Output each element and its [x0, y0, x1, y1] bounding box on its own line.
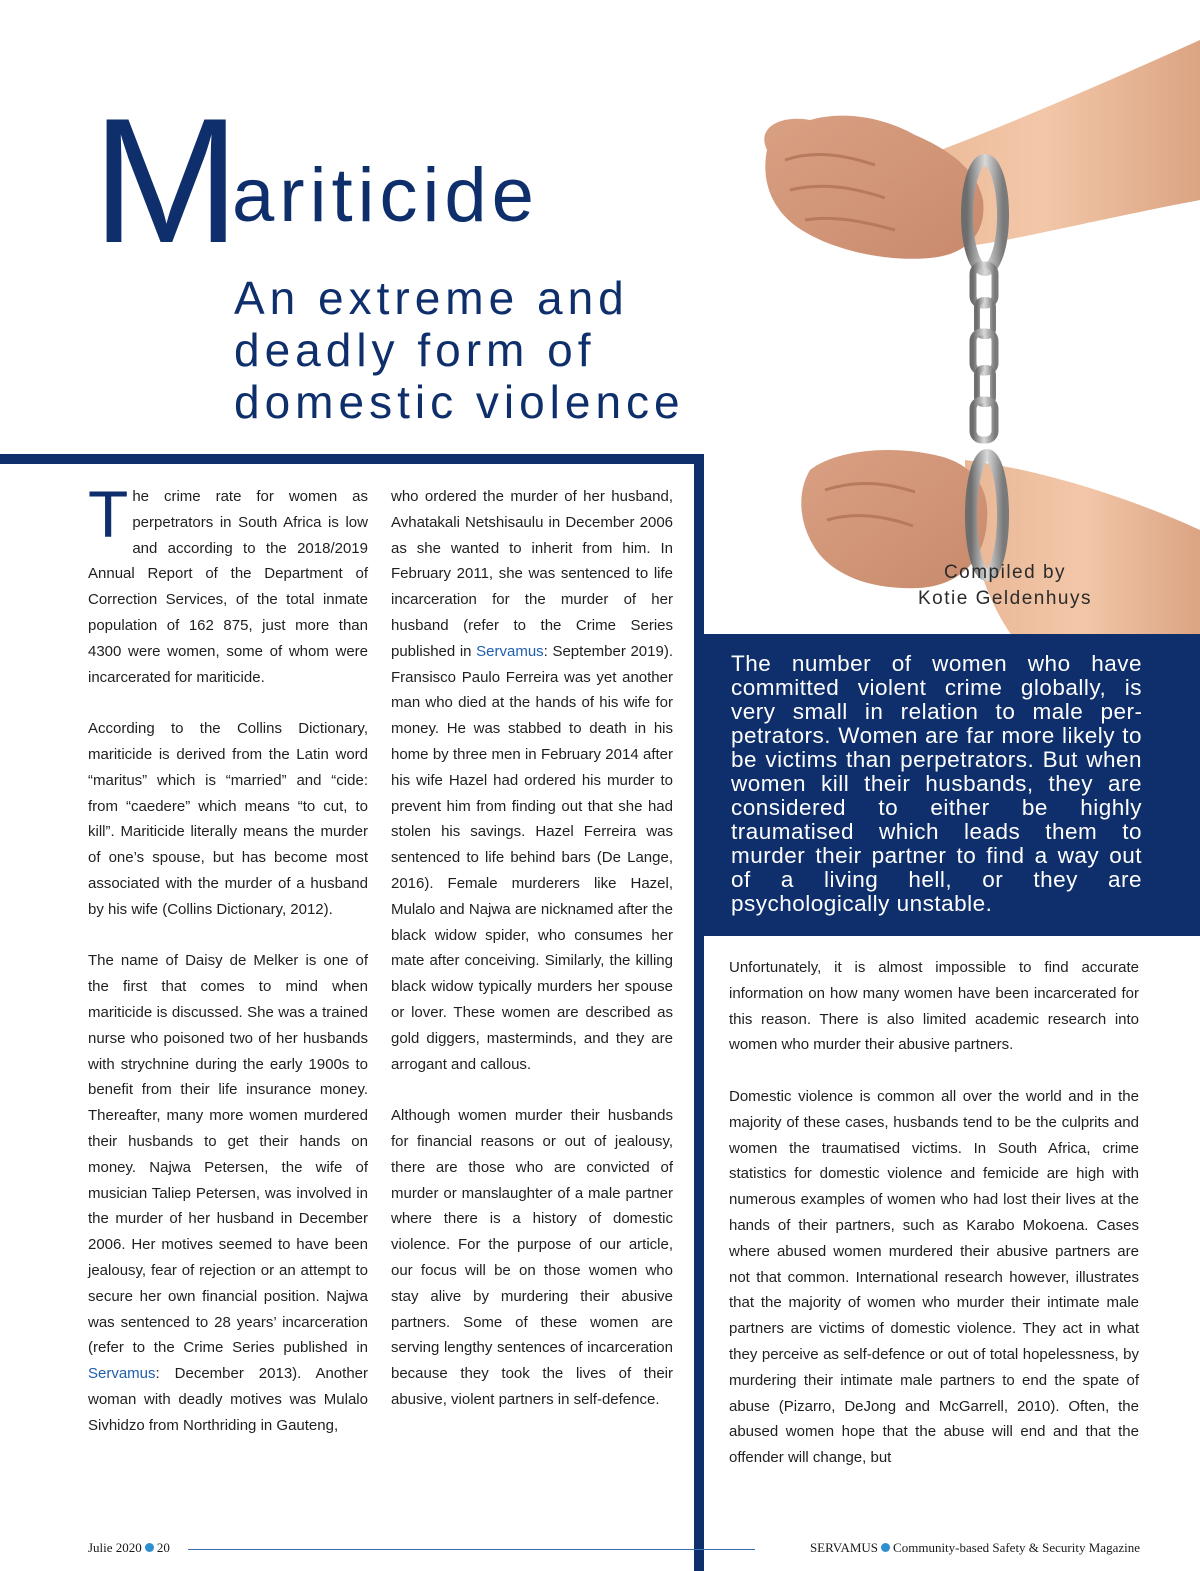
- paragraph: [88, 948, 368, 1438]
- paragraph-text: : September 2019). Fransisco Paulo Ferreira was yet another man who died at the hands of his wife for money. He was stabbed to death in his home by three men in February 2014 after his wife Hazel had ordered his murder to prevent him from finding out that she had stolen his savings. Hazel Ferreira was sentenced to life behind bars (De Lange, 2016). Female murderers like Hazel, Mulalo and Najwa are nicknamed after the black widow spider, who consumes her mate after conceiving. Similarly, the killing black widow typically murders her spouse or lover. These women are described as gold diggers, masterminds, and they are arrogant and callous.: [391, 642, 673, 1073]
- article-column-1: [88, 477, 368, 1464]
- byline-author: Kotie Geldenhuys: [918, 588, 1092, 609]
- paragraph: Domestic violence is common all over the world and in the majority of these cases, husbands tend to be the culprits and women the traumatised victims. In South Africa, crime statistics for domestic violence and femicide are high with numerous examples of women who had lost their lives at the hands of their partners, such as Karabo Mokoena. Cases where abused women murdered their abusive partners are not that common. International research however, illustrates that the majority of women who murder their intimate male partners are victims of domestic violence. They act in what they perceive as self-defence or out of total hopelessness, by murdering their intimate male partners to end the spate of abuse (Pizarro, DeJong and McGarrell, 2010). Often, the abused women hope that the abuse will end and that the offender will change, but: [729, 1087, 1139, 1467]
- paragraph-text: : December 2013). Another woman with deadly motives was Mulalo Sivhidzo from Northriding in Gauteng,: [88, 1365, 368, 1434]
- footer-issue: [88, 1540, 170, 1556]
- subtitle: [234, 272, 704, 428]
- article-column-2: [391, 484, 673, 1438]
- drop-cap: T: [88, 477, 129, 551]
- page-title: ariticide: [232, 153, 539, 238]
- article-column-3: [729, 955, 1139, 1497]
- bullet-dot-icon: [881, 1543, 890, 1552]
- paragraph: [88, 477, 368, 690]
- bullet-dot-icon: [145, 1543, 154, 1552]
- footer: [88, 1540, 1140, 1560]
- footer-brand: [810, 1540, 1140, 1556]
- byline-label: Compiled by: [943, 562, 1067, 583]
- paragraph-text: The name of Daisy de Melker is one of the first that comes to mind when mariticide is discussed. She was a trained nurse who poisoned two of her husbands with strychnine during the early 1900s to benefit from their life insurance money. Thereafter, many more women murdered their husbands to get their hands on money. Najwa Petersen, the wife of musician Taliep Petersen, was involved in the murder of her husband in December 2006. Her motives seemed to have been jealousy, fear of rejection or an attempt to secure her own financial position. Najwa was sentenced to 28 years’ incarceration (refer to the Crime Series published in: [88, 952, 368, 1357]
- paragraph: According to the Collins Dictionary, mariticide is derived from the Latin word “maritus” which is “married” and “cide: from “caedere” which means “to cut, to kill”. Mariticide literally means the murder of one’s spouse, but has become most associated with the murder of a husband by his wife (Collins Dictionary, 2012).: [88, 720, 368, 918]
- paragraph-text: he crime rate for women as perpetrators in South Africa is low and according to the 2018/2019 Annual Report of the Department of Correction Services, of the total inmate population of 162 875, just more than 4300 were women, some of whom were incarcerated for mariticide.: [88, 488, 368, 686]
- paragraph: Although women murder their husbands for financial reasons or out of jealousy, there are those who are convicted of murder or manslaughter of a male partner where there is a history of domestic violence. For the purpose of our article, our focus will be on those women who stay alive by murdering their abusive partners. Some of these women are serving lengthy sentences of incarceration because they took the lives of their abusive, violent partners in self-defence.: [391, 1107, 673, 1408]
- paragraph: [391, 484, 673, 1077]
- subtitle-line: domestic violence: [234, 376, 685, 428]
- brand-tagline: Community-based Safety & Security Magazine: [893, 1540, 1140, 1555]
- frame-right-rule: [694, 454, 704, 1571]
- issue-date: Julie 2020: [88, 1540, 142, 1555]
- footer-rule: [188, 1549, 755, 1550]
- subtitle-line: An extreme and: [234, 272, 629, 324]
- magazine-name: Servamus: [476, 642, 544, 660]
- pull-quote-box: [704, 634, 1200, 936]
- paragraph-text: who ordered the murder of her husband, Avhatakali Netshisaulu in December 2006 as she wanted to inherit from him. In February 2011, she was sentenced to life incarceration for the murder of her husband (refer to the Crime Series published in: [391, 488, 673, 660]
- page-number: 20: [156, 1540, 170, 1555]
- title-initial: M: [92, 81, 239, 280]
- pull-quote: The number of women who have committed violent crime globally, is very small in relation to male perpetrators. Women are far more likely to be victims than perpetrators. But when women kill their husbands, they are considered to either be highly traumatised which leads them to murder their partner to find a way out of a living hell, or they are psychologically unstable.: [731, 651, 1142, 916]
- paragraph: Unfortunately, it is almost impossible to find accurate information on how many women have been incarcerated for this reason. There is also limited academic research into women who murder their abusive partners.: [729, 959, 1139, 1054]
- byline: [900, 560, 1110, 612]
- magazine-name: Servamus: [88, 1365, 156, 1383]
- subtitle-line: deadly form of: [234, 324, 596, 376]
- frame-top-rule: [0, 454, 704, 464]
- brand-name: SERVAMUS: [809, 1540, 879, 1555]
- handcuffed-fists-photo: [715, 0, 1200, 640]
